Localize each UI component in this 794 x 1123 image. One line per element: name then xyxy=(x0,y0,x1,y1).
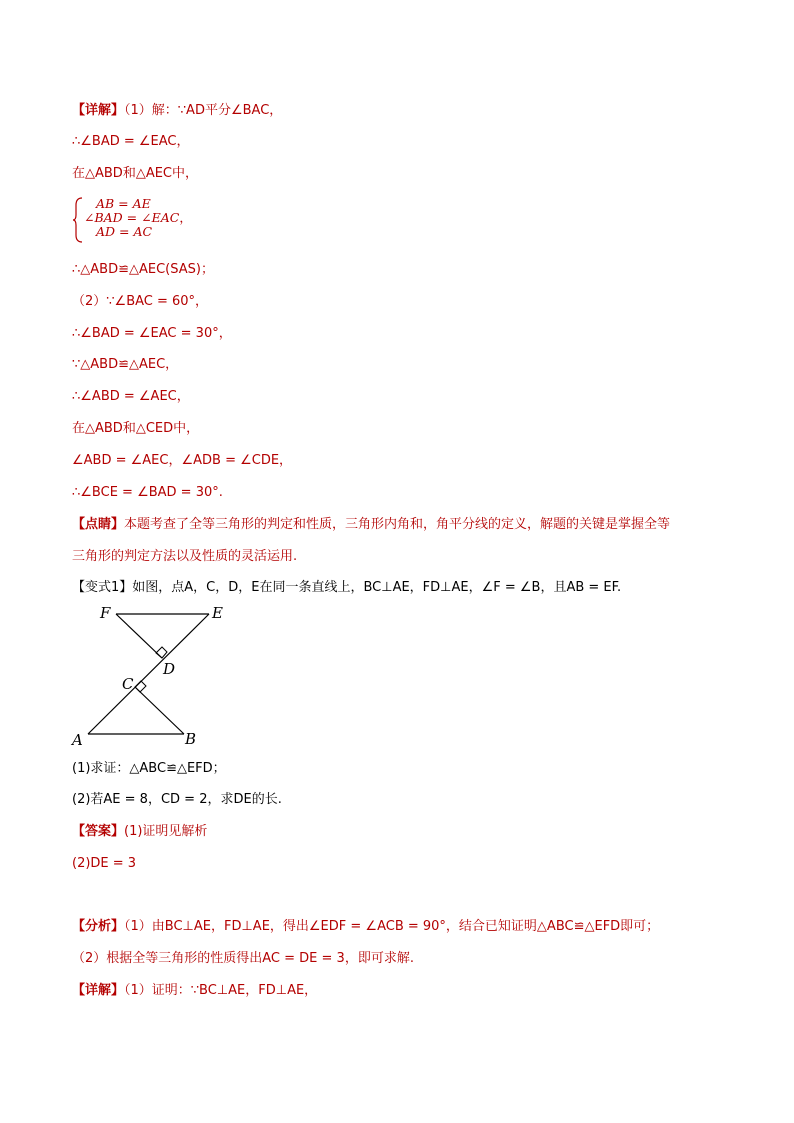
label-d: D xyxy=(163,660,176,678)
analysis-tag: 【分析】 xyxy=(72,919,125,934)
proof-line: ∠ABD = ∠AEC，∠ADB = ∠CDE， xyxy=(72,453,293,468)
system-eq-1: AB = AE xyxy=(96,196,151,211)
remark-line-2: 三角形的判定方法以及性质的灵活运用. xyxy=(72,549,298,564)
proof-line: ∴∠BAD = ∠EAC， xyxy=(72,134,190,149)
answer-line-1 xyxy=(72,823,207,841)
variant-line xyxy=(72,579,621,597)
variant-tag: 【变式1】 xyxy=(72,580,133,595)
analysis-text: （1）由BC⊥AE，FD⊥AE，得出∠EDF = ∠ACB = 90°，结合已知证明△ABC≌△EFD即可； xyxy=(124,919,660,934)
label-a: A xyxy=(72,731,83,749)
right-angle-d-icon xyxy=(156,647,167,658)
detail-tag: 【详解】 xyxy=(72,103,125,118)
segment-ea xyxy=(88,614,209,734)
question-1: (1)求证：△ABC≌△EFD； xyxy=(72,761,226,776)
answer-tag: 【答案】 xyxy=(72,824,125,839)
remark-line-1 xyxy=(72,516,670,534)
analysis-line-1 xyxy=(72,918,659,936)
proof-line: ∴∠BCE = ∠BAD = 30°. xyxy=(72,485,223,500)
label-e: E xyxy=(212,604,223,622)
proof-line: ∵△ABD≌△AEC， xyxy=(72,357,179,372)
segment-bc xyxy=(135,687,184,734)
detail2-text: （1）证明：∵BC⊥AE，FD⊥AE， xyxy=(124,983,318,998)
detail-line-1 xyxy=(72,102,282,120)
detail2-line xyxy=(72,982,317,1000)
remark-text: 本题考查了全等三角形的判定和性质，三角形内角和，角平分线的定义，解题的关键是掌握全等 xyxy=(124,517,671,532)
detail-text: （1）解：∵AD平分∠BAC， xyxy=(124,103,283,118)
analysis-line-2: （2）根据全等三角形的性质得出AC = DE = 3，即可求解. xyxy=(72,951,414,966)
label-f: F xyxy=(100,604,111,622)
brace-icon xyxy=(72,197,84,243)
segment-fd xyxy=(116,614,162,658)
system-eq-3: AD = AC xyxy=(96,224,153,239)
proof-line: ∴△ABD≌△AEC(SAS)； xyxy=(72,262,214,277)
proof-line: 在△ABD和△AEC中， xyxy=(72,166,199,181)
detail2-tag: 【详解】 xyxy=(72,983,125,998)
proof-line: ∴∠BAD = ∠EAC = 30°， xyxy=(72,326,232,341)
label-c: C xyxy=(122,675,134,693)
answer-line-2: (2)DE = 3 xyxy=(72,856,137,871)
answer-text: (1)证明见解析 xyxy=(124,824,208,839)
proof-line: ∴∠ABD = ∠AEC， xyxy=(72,389,190,404)
variant-text: 如图，点A，C，D，E在同一条直线上，BC⊥AE，FD⊥AE，∠F = ∠B，且AB = EF. xyxy=(132,580,622,595)
remark-tag: 【点睛】 xyxy=(72,517,125,532)
proof-line: 在△ABD和△CED中， xyxy=(72,421,200,436)
question-2: (2)若AE = 8，CD = 2，求DE的长. xyxy=(72,792,282,807)
geometry-figure xyxy=(66,598,226,750)
label-b: B xyxy=(185,730,197,748)
proof-line: （2）∵∠BAC = 60°， xyxy=(72,294,209,309)
system-eq-2: ∠BAD = ∠EAC， xyxy=(84,210,192,225)
